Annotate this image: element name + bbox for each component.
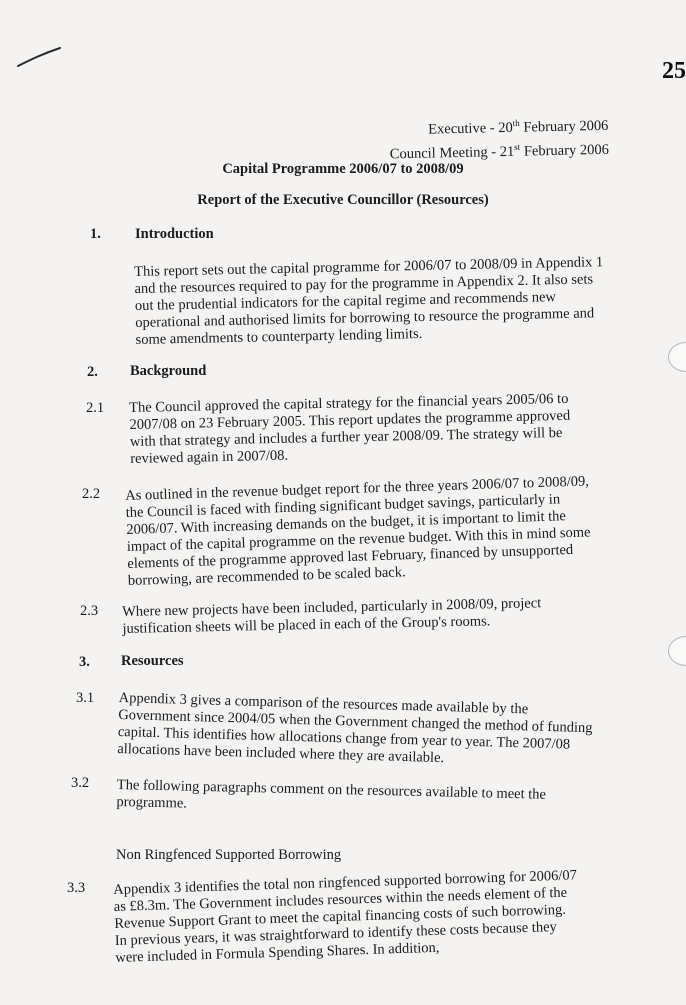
paragraph-number: 2.3 [80, 603, 99, 619]
pen-mark-icon [16, 44, 64, 70]
section-heading: Background [130, 363, 207, 379]
document-title: Capital Programme 2006/07 to 2008/09 [222, 161, 464, 177]
executive-date: Executive - 20th February 2006 [427, 117, 609, 138]
paragraph-number: 2.1 [86, 400, 105, 416]
paragraph: The Council approved the capital strategy for the financial years 2005/06 to 2007/08 on 23 February 2005. This report updates the programme approved with that strategy and includes a further year 2008/09. The strategy will be reviewed again in 2007/08. [129, 390, 571, 467]
paragraph: Appendix 3 gives a comparison of the resources made available by the Government since 2004/05 when the Government changed the method of funding capital. This identifies how allocations change from year to year. The 2007/08 allocations have been included where they are available. [117, 690, 593, 767]
paragraph: The following paragraphs comment on the resources available to meet the programme. [116, 777, 547, 812]
paragraph: Where new projects have been included, particularly in 2008/09, project justification sheets will be placed in each of the Group's rooms. [122, 595, 542, 637]
paragraph-number: 2.2 [82, 486, 101, 502]
section-number: 3. [79, 654, 90, 670]
page-number: 25 [662, 58, 686, 84]
section-number: 2. [87, 364, 98, 380]
section-heading: Resources [121, 653, 184, 669]
paragraph: As outlined in the revenue budget report for the three years 2006/07 to 2008/09, the Council is faced with finding significant budget savings, particularly in 2006/07. With increasing demands on the budget, it is important to limit the impact of the capital programme on the revenue budget. With this in mind some elements of the programme approved last February, financed by unsupported borrowing, are recommended to be scaled back. [125, 473, 591, 589]
punch-hole [668, 636, 686, 666]
meeting-dates [389, 112, 609, 164]
section-heading: Introduction [135, 226, 214, 242]
paragraph-number: 3.1 [76, 690, 95, 706]
paragraph-number: 3.3 [67, 880, 86, 896]
section-number: 1. [90, 226, 101, 242]
paragraph: Appendix 3 identifies the total non ringfenced supported borrowing for 2006/07 as £8.3m. The Government includes resources within the needs element of the Revenue Support Grant to meet the capital financing costs of such borrowing. In previous years, it was straightforward to identify these costs because they were included in Formula Spending Shares. In addition, [113, 867, 578, 966]
document-subtitle: Report of the Executive Councillor (Resources) [197, 192, 489, 208]
paragraph-number: 3.2 [71, 775, 90, 791]
sub-heading: Non Ringfenced Supported Borrowing [116, 847, 342, 863]
council-meeting-date: Council Meeting - 21st February 2006 [389, 141, 609, 163]
punch-hole [668, 342, 686, 372]
paragraph: This report sets out the capital programme for 2006/07 to 2008/09 in Appendix 1 and the resources required to pay for the programme in Appendix 2. It also sets out the prudential indicators for the capital regime and recommends new operational and authorised limits for borrowing to resource the programme and some amendments to counterparty lending limits. [134, 254, 604, 348]
